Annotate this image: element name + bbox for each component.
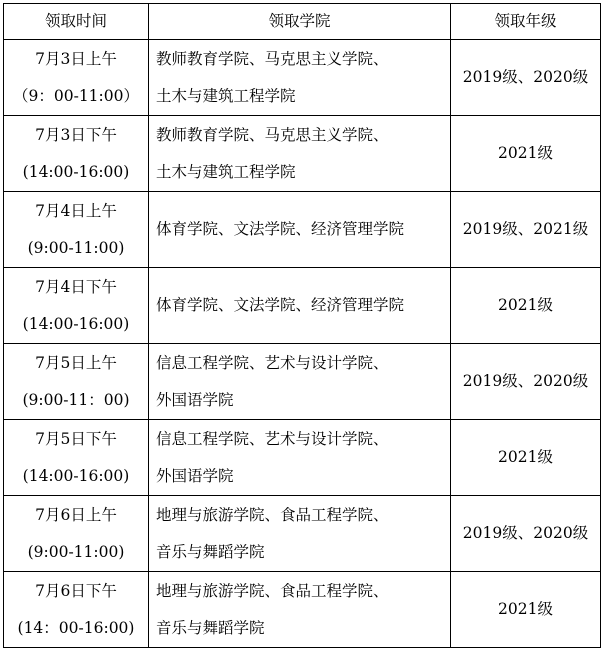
grade-cell: 2021级 <box>451 268 601 344</box>
time-cell <box>4 116 149 192</box>
college-cell <box>149 572 451 648</box>
pickup-date: 7月5日下午 <box>35 429 117 448</box>
college-cell <box>149 192 451 268</box>
college-line: 教师教育学院、马克思主义学院、 <box>156 49 389 68</box>
college-cell <box>149 344 451 420</box>
college-line: 地理与旅游学院、食品工程学院、 <box>156 581 389 600</box>
time-cell <box>4 572 149 648</box>
college-line: 体育学院、文法学院、经济管理学院 <box>156 296 405 314</box>
pickup-date: 7月3日下午 <box>35 125 117 144</box>
college-line: 土木与建筑工程学院 <box>156 162 296 181</box>
pickup-date: 7月4日上午 <box>35 201 117 220</box>
header-college: 领取学院 <box>149 4 451 40</box>
college-line: 体育学院、文法学院、经济管理学院 <box>156 220 405 238</box>
table-header-row <box>4 4 601 40</box>
table-row <box>4 572 601 648</box>
table-row <box>4 268 601 344</box>
table-row <box>4 40 601 116</box>
time-cell <box>4 420 149 496</box>
college-cell <box>149 40 451 116</box>
grade-cell: 2021级 <box>451 420 601 496</box>
college-cell <box>149 496 451 572</box>
grade-cell: 2019级、2020级 <box>451 344 601 420</box>
grade-cell: 2021级 <box>451 116 601 192</box>
pickup-date: 7月6日下午 <box>35 581 117 600</box>
college-line: 信息工程学院、艺术与设计学院、 <box>156 429 389 448</box>
college-cell <box>149 420 451 496</box>
pickup-hours: (14:00-16:00) <box>22 466 130 485</box>
pickup-hours: (9:00-11:00) <box>27 542 125 561</box>
pickup-date: 7月6日上午 <box>35 505 117 524</box>
college-line: 教师教育学院、马克思主义学院、 <box>156 125 389 144</box>
table-row <box>4 116 601 192</box>
time-cell <box>4 40 149 116</box>
college-line: 外国语学院 <box>156 466 234 485</box>
grade-cell: 2019级、2021级 <box>451 192 601 268</box>
pickup-date: 7月4日下午 <box>35 277 117 296</box>
header-time: 领取时间 <box>4 4 149 40</box>
time-cell <box>4 192 149 268</box>
time-cell <box>4 496 149 572</box>
college-line: 外国语学院 <box>156 390 234 409</box>
pickup-date: 7月5日上午 <box>35 353 117 372</box>
table-row <box>4 496 601 572</box>
college-line: 信息工程学院、艺术与设计学院、 <box>156 353 389 372</box>
pickup-schedule-table <box>3 3 601 648</box>
table-row <box>4 192 601 268</box>
header-grade: 领取年级 <box>451 4 601 40</box>
college-cell <box>149 268 451 344</box>
time-cell <box>4 344 149 420</box>
college-line: 音乐与舞蹈学院 <box>156 542 265 561</box>
pickup-date: 7月3日上午 <box>35 49 117 68</box>
table-row <box>4 344 601 420</box>
college-line: 音乐与舞蹈学院 <box>156 618 265 637</box>
time-cell <box>4 268 149 344</box>
grade-cell: 2021级 <box>451 572 601 648</box>
pickup-hours: (9:00-11：00) <box>22 390 130 409</box>
grade-cell: 2019级、2020级 <box>451 496 601 572</box>
pickup-hours: (14:00-16:00) <box>22 314 130 333</box>
college-line: 土木与建筑工程学院 <box>156 86 296 105</box>
grade-cell: 2019级、2020级 <box>451 40 601 116</box>
table-row <box>4 420 601 496</box>
pickup-hours: (14:00-16:00) <box>22 162 130 181</box>
pickup-hours: (9:00-11:00) <box>27 238 125 257</box>
pickup-hours: (14：00-16:00) <box>17 618 135 637</box>
college-line: 地理与旅游学院、食品工程学院、 <box>156 505 389 524</box>
college-cell <box>149 116 451 192</box>
pickup-hours: （9：00-11:00） <box>13 86 139 105</box>
